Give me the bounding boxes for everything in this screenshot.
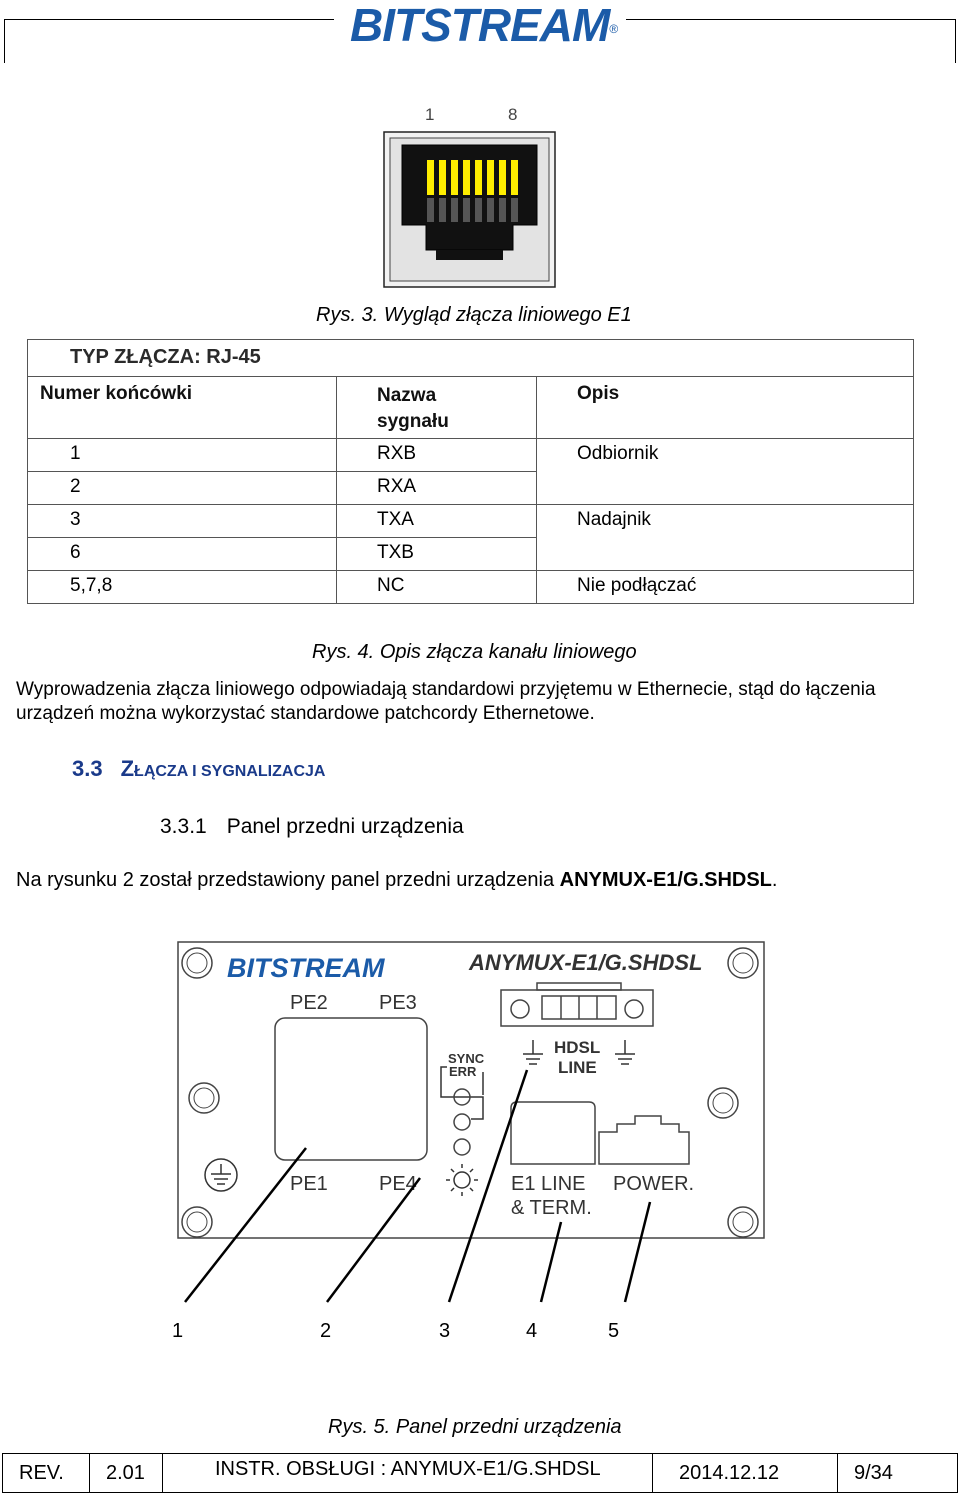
protective-earth-icon xyxy=(205,1159,237,1191)
figure4-caption: Rys. 4. Opis złącza kanału liniowego xyxy=(312,641,637,663)
col-header-pin: Numer końcówki xyxy=(28,377,337,439)
front-panel-diagram xyxy=(165,930,785,1350)
status-leds xyxy=(454,1089,470,1155)
bitstream-logo: BITSTREAM® xyxy=(350,0,618,51)
connector-type: TYP ZŁĄCZA: RJ-45 xyxy=(28,340,914,377)
subsection-heading: 3.3.1 Panel przedni urządzenia xyxy=(160,815,464,838)
power-label: POWER. xyxy=(613,1173,695,1195)
sync-label: SYNC xyxy=(448,1051,485,1066)
header-tick-right xyxy=(955,19,956,63)
e1-line-label: E1 LINE xyxy=(511,1173,586,1195)
table-row: 6 TXB xyxy=(28,538,914,571)
hdsl-label: HDSL xyxy=(554,1038,601,1057)
header-rule-right xyxy=(626,19,956,20)
figure3-caption: Rys. 3. Wygląd złącza liniowego E1 xyxy=(316,304,632,326)
table-row: 2 RXA xyxy=(28,472,914,505)
table-row: 1 RXB Odbiornik xyxy=(28,439,914,472)
footer-doc-title: INSTR. OBSŁUGI : ANYMUX-E1/G.SHDSL xyxy=(163,1454,653,1493)
table-row: 3 TXA Nadajnik xyxy=(28,505,914,538)
footer-rev-label: REV. xyxy=(3,1454,90,1493)
power-connector xyxy=(599,1116,689,1164)
pe1-label: PE1 xyxy=(290,1173,328,1195)
pe-port xyxy=(275,1018,427,1160)
pe4-label: PE4 xyxy=(379,1173,417,1195)
document-footer xyxy=(2,1453,958,1493)
ground-icon xyxy=(523,1040,543,1064)
callout-4: 4 xyxy=(526,1320,538,1342)
e1-line-port xyxy=(511,1102,595,1164)
lamp-icon xyxy=(446,1164,478,1196)
rj45-socket-figure xyxy=(370,100,570,295)
header-tick-left xyxy=(4,19,5,63)
footer-page: 9/34 xyxy=(838,1454,958,1493)
pin-1-label: 1 xyxy=(425,105,435,124)
footer-rev-value: 2.01 xyxy=(90,1454,163,1493)
pe2-label: PE2 xyxy=(290,992,328,1014)
pe3-label: PE3 xyxy=(379,992,417,1014)
line-label: LINE xyxy=(558,1058,597,1077)
panel-model: ANYMUX-E1/G.SHDSL xyxy=(469,950,703,975)
pin-8-label: 8 xyxy=(508,105,518,124)
callout-5: 5 xyxy=(608,1320,620,1342)
paragraph-front-panel: Na rysunku 2 został przedstawiony panel przedni urządzenia ANYMUX-E1/G.SHDSL. xyxy=(16,869,778,891)
ground-icon xyxy=(615,1040,635,1064)
header-rule-left xyxy=(4,19,334,20)
section-heading: 3.3 ZŁĄCZA I SYGNALIZACJA xyxy=(72,756,326,781)
term-label: & TERM. xyxy=(511,1197,592,1219)
callout-1: 1 xyxy=(172,1320,184,1342)
table-row: 5,7,8 NC Nie podłączać xyxy=(28,571,914,604)
panel-logo: BITSTREAM xyxy=(227,953,385,983)
hdsl-terminal-block xyxy=(501,983,653,1026)
figure5-caption: Rys. 5. Panel przedni urządzenia xyxy=(328,1416,622,1438)
pinout-table xyxy=(27,339,914,604)
err-label: ERR xyxy=(449,1064,477,1079)
col-header-desc: Opis xyxy=(537,377,914,439)
callout-3: 3 xyxy=(439,1320,451,1342)
callout-2: 2 xyxy=(320,1320,332,1342)
paragraph-patchcords: Wyprowadzenia złącza liniowego odpowiadają standardowi przyjętemu w Ethernecie, stąd do łączenia urządzeń można wykorzystać standardowe patchcordy Ethernetowe. xyxy=(16,679,876,724)
footer-date: 2014.12.12 xyxy=(653,1454,838,1493)
col-header-signal: Nazwa sygnału xyxy=(337,377,537,439)
